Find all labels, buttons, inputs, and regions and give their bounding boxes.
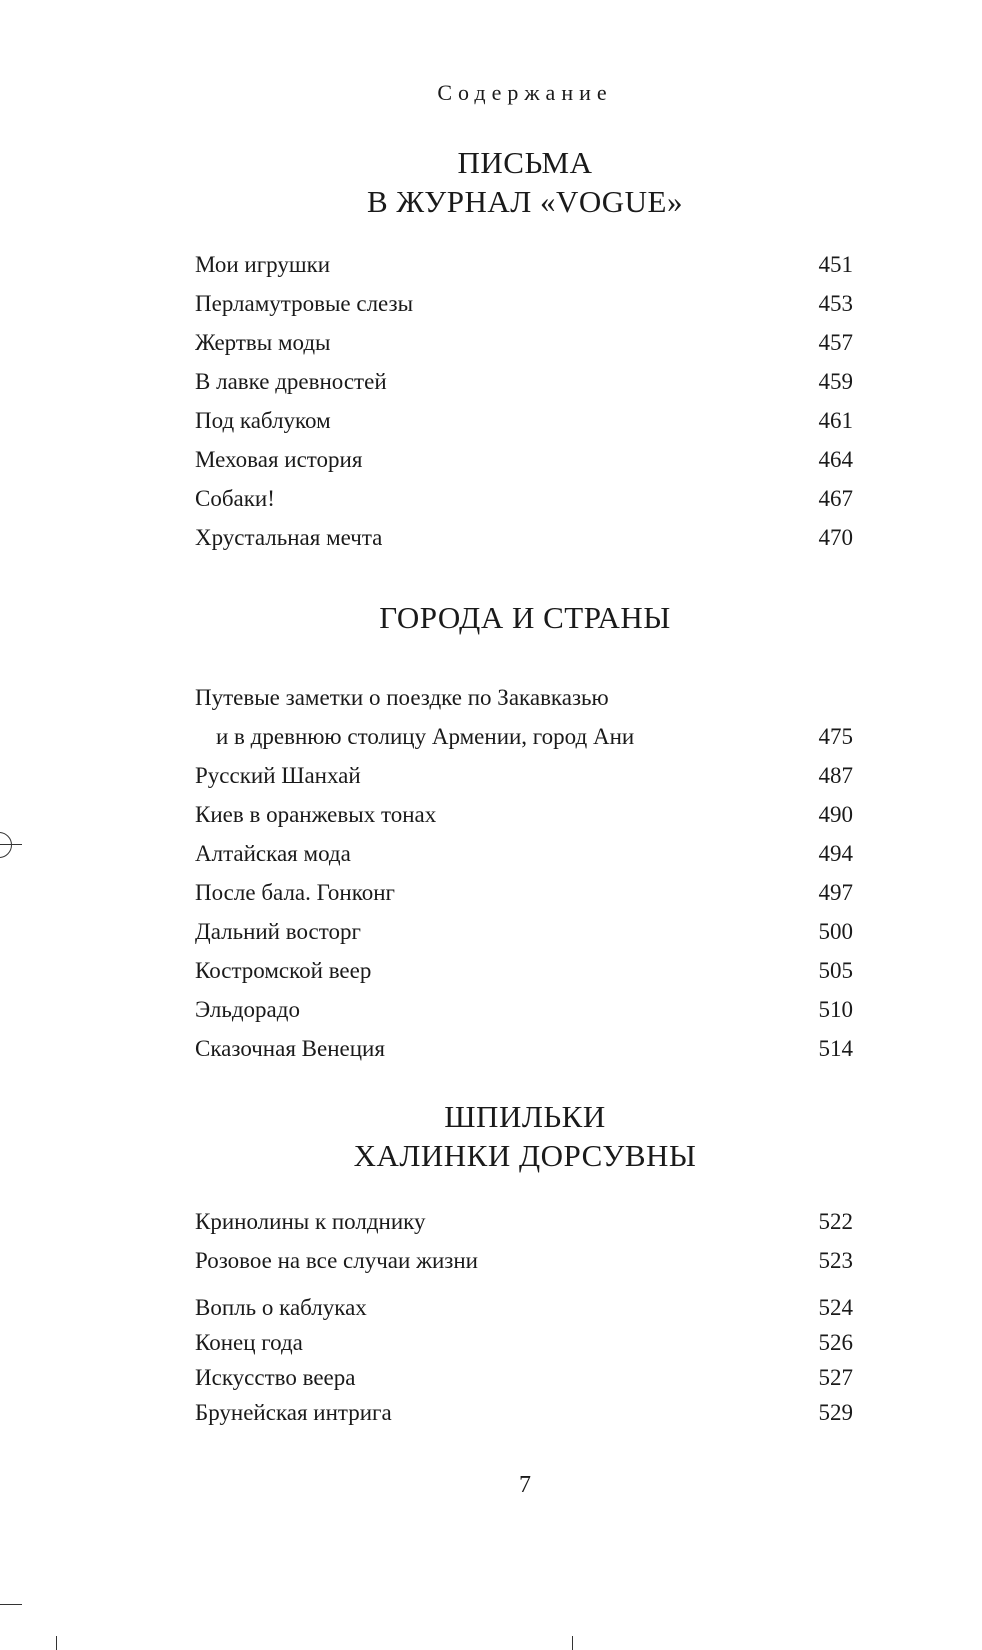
crop-mark-icon [0,844,22,845]
toc-entry-page: 526 [818,1330,853,1355]
toc-entry-title: Дальний восторг [195,919,361,944]
toc-entry-title: Вопль о каблуках [195,1295,367,1320]
toc-entry-page: 529 [818,1400,853,1425]
toc-entry-title: Перламутровые слезы [195,291,414,316]
toc-list-hairpins [195,1202,853,1430]
toc-entry-title: Собаки! [195,486,275,511]
crop-mark-icon [572,1636,573,1650]
toc-entry-page: 467 [818,486,853,511]
toc-entry-page: 510 [818,997,853,1022]
section-title-cities [0,598,982,637]
section-title-line: В ЖУРНАЛ «VOGUE» [367,184,683,219]
toc-entry-page: 461 [818,408,853,433]
section-title-line: ХАЛИНКИ ДОРСУВНЫ [353,1138,697,1173]
toc-entry-title: Кринолины к полднику [195,1209,426,1234]
toc-entry-page: 490 [818,802,853,827]
toc-entry-page: 505 [818,958,853,983]
section-title-hairpins [0,1097,982,1175]
toc-entry-page: 527 [818,1365,853,1390]
toc-entry-page: 522 [818,1209,853,1234]
toc-entry [195,912,853,951]
toc-entry [195,479,853,518]
toc-entry-title: После бала. Гонконг [195,880,395,905]
toc-entry-title: Искусство веера [195,1365,356,1390]
toc-entry [195,1325,853,1360]
toc-entry [195,518,853,557]
toc-list-cities [195,678,853,1068]
toc-entry-page: 451 [818,252,853,277]
toc-entry [195,756,853,795]
toc-entry-page: 475 [818,724,853,749]
toc-entry-title: Сказочная Венеция [195,1036,385,1061]
toc-entry [195,795,853,834]
toc-entry-title-continuation: и в древнюю столицу Армении, город Ани [216,724,635,749]
toc-entry-page: 459 [818,369,853,394]
toc-entry-page: 500 [818,919,853,944]
toc-entry-page: 514 [818,1036,853,1061]
section-title-line: ШПИЛЬКИ [444,1099,606,1134]
toc-entry [195,1395,853,1430]
toc-entry-title: Алтайская мода [195,841,351,866]
section-title-line: ПИСЬМА [457,145,593,180]
page-number: 7 [519,1472,531,1498]
toc-entry [195,1360,853,1395]
section-title-line: ГОРОДА И СТРАНЫ [379,600,671,635]
toc-entry [195,362,853,401]
toc-entry-page: 457 [818,330,853,355]
toc-entry [195,1029,853,1068]
toc-entry-title: Розовое на все случаи жизни [195,1248,478,1273]
toc-entry-title: Путевые заметки о поездке по Закавказью [195,685,609,710]
toc-entry [195,834,853,873]
toc-entry [195,245,853,284]
registration-mark-icon [0,832,12,858]
toc-entry-page: 523 [818,1248,853,1273]
toc-entry [195,1202,853,1241]
section-title-letters [0,143,982,221]
toc-entry [195,873,853,912]
page-header: Содержание [437,80,613,105]
toc-entry [195,678,853,756]
toc-entry-title: Киев в оранжевых тонах [195,802,437,827]
toc-entry-title: Эльдорадо [195,997,300,1022]
toc-entry-title: Мои игрушки [195,252,331,277]
toc-entry-page: 524 [818,1295,853,1320]
toc-entry-title: Меховая история [195,447,363,472]
toc-entry [195,284,853,323]
toc-entry-title: Хрустальная мечта [195,525,383,550]
toc-entry-title: Костромской веер [195,958,372,983]
toc-entry-title: Русский Шанхай [195,763,361,788]
toc-entry-page: 464 [818,447,853,472]
toc-entry [195,951,853,990]
toc-entry-page: 497 [818,880,853,905]
toc-entry-page: 453 [818,291,853,316]
toc-entry-title: Под каблуком [195,408,331,433]
toc-entry [195,440,853,479]
toc-entry [195,1290,853,1325]
toc-entry-title: Брунейская интрига [195,1400,392,1425]
toc-entry-page: 487 [818,763,853,788]
toc-list-letters [195,245,853,557]
toc-entry [195,323,853,362]
toc-entry-title: Конец года [195,1330,303,1355]
toc-entry [195,401,853,440]
toc-entry-title: Жертвы моды [195,330,331,355]
toc-entry-page: 494 [818,841,853,866]
toc-entry-title: В лавке древностей [195,369,387,394]
toc-entry [195,990,853,1029]
toc-entry [195,1241,853,1280]
crop-mark-icon [56,1636,57,1650]
toc-entry-page: 470 [818,525,853,550]
crop-mark-icon [0,1604,22,1605]
